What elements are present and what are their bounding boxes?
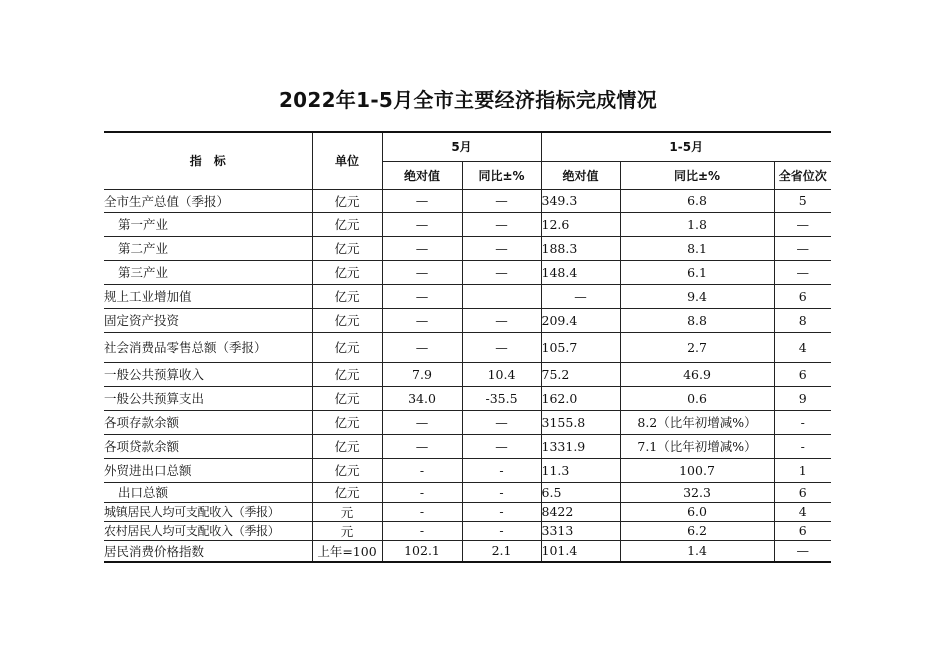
cell-ytd-yoy: 1.8 <box>620 212 774 236</box>
cell-unit: 亿元 <box>312 284 382 308</box>
cell-ytd-absolute: 12.6 <box>541 212 620 236</box>
cell-ytd-yoy: 8.8 <box>620 308 774 332</box>
cell-ytd-absolute: 75.2 <box>541 362 620 386</box>
cell-ytd-yoy: 1.4 <box>620 540 774 562</box>
cell-may-absolute: 102.1 <box>382 540 462 562</box>
cell-ytd-absolute: 8422 <box>541 502 620 521</box>
cell-ytd-yoy: 7.1（比年初增减%） <box>620 434 774 458</box>
cell-unit: 亿元 <box>312 482 382 502</box>
header-may-yoy: 同比±% <box>462 161 541 189</box>
cell-indicator: 各项贷款余额 <box>104 434 312 458</box>
header-ytd-yoy: 同比±% <box>620 161 774 189</box>
cell-indicator: 规上工业增加值 <box>104 284 312 308</box>
cell-indicator: 第二产业 <box>104 236 312 260</box>
cell-ytd-absolute: 3313 <box>541 521 620 540</box>
cell-may-yoy: — <box>462 308 541 332</box>
cell-ytd-yoy: 6.0 <box>620 502 774 521</box>
cell-province-rank: — <box>774 540 831 562</box>
cell-may-yoy: — <box>462 434 541 458</box>
cell-may-yoy: - <box>462 521 541 540</box>
header-may-absolute: 绝对值 <box>382 161 462 189</box>
cell-indicator: 出口总额 <box>104 482 312 502</box>
table-row <box>104 410 831 434</box>
header-ytd-absolute: 绝对值 <box>541 161 620 189</box>
cell-indicator: 第一产业 <box>104 212 312 236</box>
table-row <box>104 458 831 482</box>
cell-indicator: 社会消费品零售总额（季报） <box>104 332 312 362</box>
cell-may-absolute: — <box>382 212 462 236</box>
cell-province-rank: 6 <box>774 521 831 540</box>
cell-province-rank: - <box>774 410 831 434</box>
cell-may-absolute: - <box>382 502 462 521</box>
cell-may-absolute: 34.0 <box>382 386 462 410</box>
cell-ytd-absolute: — <box>541 284 620 308</box>
cell-ytd-yoy: 0.6 <box>620 386 774 410</box>
cell-may-absolute: - <box>382 458 462 482</box>
table-row <box>104 308 831 332</box>
cell-indicator: 农村居民人均可支配收入（季报） <box>104 521 312 540</box>
cell-province-rank: - <box>774 434 831 458</box>
cell-province-rank: 6 <box>774 362 831 386</box>
cell-may-yoy: - <box>462 502 541 521</box>
cell-indicator: 第三产业 <box>104 260 312 284</box>
table-row <box>104 236 831 260</box>
cell-may-yoy: - <box>462 458 541 482</box>
page-title: 2022年1-5月全市主要经济指标完成情况 <box>278 88 658 112</box>
cell-ytd-absolute: 101.4 <box>541 540 620 562</box>
cell-may-absolute: — <box>382 434 462 458</box>
cell-province-rank: 6 <box>774 482 831 502</box>
cell-ytd-absolute: 6.5 <box>541 482 620 502</box>
cell-ytd-yoy: 9.4 <box>620 284 774 308</box>
cell-ytd-yoy: 100.7 <box>620 458 774 482</box>
cell-unit: 亿元 <box>312 362 382 386</box>
cell-may-absolute: — <box>382 308 462 332</box>
cell-may-absolute: - <box>382 521 462 540</box>
cell-province-rank: 9 <box>774 386 831 410</box>
cell-may-yoy <box>462 284 541 308</box>
table-row <box>104 386 831 410</box>
cell-unit: 亿元 <box>312 434 382 458</box>
table-row <box>104 260 831 284</box>
cell-indicator: 全市生产总值（季报） <box>104 189 312 212</box>
cell-ytd-absolute: 349.3 <box>541 189 620 212</box>
cell-may-yoy: — <box>462 260 541 284</box>
cell-ytd-absolute: 3155.8 <box>541 410 620 434</box>
cell-may-absolute: — <box>382 410 462 434</box>
cell-ytd-yoy: 6.8 <box>620 189 774 212</box>
cell-ytd-absolute: 1331.9 <box>541 434 620 458</box>
cell-unit: 元 <box>312 521 382 540</box>
indicator-table <box>104 131 831 563</box>
cell-indicator: 外贸进出口总额 <box>104 458 312 482</box>
cell-province-rank: 4 <box>774 332 831 362</box>
cell-unit: 亿元 <box>312 410 382 434</box>
cell-may-absolute: — <box>382 284 462 308</box>
cell-province-rank: 5 <box>774 189 831 212</box>
cell-indicator: 城镇居民人均可支配收入（季报） <box>104 502 312 521</box>
table-row <box>104 362 831 386</box>
table-row <box>104 189 831 212</box>
cell-ytd-yoy: 8.2（比年初增减%） <box>620 410 774 434</box>
cell-ytd-yoy: 8.1 <box>620 236 774 260</box>
table-row <box>104 540 831 562</box>
cell-may-yoy: — <box>462 332 541 362</box>
cell-province-rank: — <box>774 260 831 284</box>
cell-ytd-absolute: 162.0 <box>541 386 620 410</box>
cell-may-yoy: 2.1 <box>462 540 541 562</box>
cell-province-rank: — <box>774 236 831 260</box>
cell-may-absolute: — <box>382 332 462 362</box>
cell-ytd-yoy: 32.3 <box>620 482 774 502</box>
cell-ytd-yoy: 46.9 <box>620 362 774 386</box>
cell-ytd-absolute: 209.4 <box>541 308 620 332</box>
cell-may-absolute: - <box>382 482 462 502</box>
cell-may-yoy: 10.4 <box>462 362 541 386</box>
cell-may-yoy: — <box>462 212 541 236</box>
cell-unit: 亿元 <box>312 260 382 284</box>
cell-may-yoy: — <box>462 189 541 212</box>
cell-unit: 元 <box>312 502 382 521</box>
cell-indicator: 各项存款余额 <box>104 410 312 434</box>
cell-province-rank: 6 <box>774 284 831 308</box>
cell-province-rank: 1 <box>774 458 831 482</box>
cell-ytd-yoy: 6.2 <box>620 521 774 540</box>
cell-may-yoy: — <box>462 236 541 260</box>
cell-ytd-absolute: 105.7 <box>541 332 620 362</box>
table-row <box>104 482 831 502</box>
cell-may-yoy: - <box>462 482 541 502</box>
cell-may-absolute: — <box>382 189 462 212</box>
cell-may-absolute: — <box>382 236 462 260</box>
cell-indicator: 一般公共预算收入 <box>104 362 312 386</box>
cell-unit: 亿元 <box>312 189 382 212</box>
table-row <box>104 212 831 236</box>
cell-unit: 亿元 <box>312 458 382 482</box>
header-may: 5月 <box>382 132 541 161</box>
table-row <box>104 521 831 540</box>
table-row <box>104 332 831 362</box>
header-province-rank: 全省位次 <box>774 161 831 189</box>
cell-may-absolute: 7.9 <box>382 362 462 386</box>
cell-province-rank: 4 <box>774 502 831 521</box>
header-indicator: 指 标 <box>104 132 312 189</box>
header-jan-may: 1-5月 <box>541 132 831 161</box>
table-row <box>104 434 831 458</box>
cell-indicator: 居民消费价格指数 <box>104 540 312 562</box>
table-row <box>104 502 831 521</box>
cell-may-absolute: — <box>382 260 462 284</box>
cell-ytd-yoy: 2.7 <box>620 332 774 362</box>
header-unit: 单位 <box>312 132 382 189</box>
cell-may-yoy: -35.5 <box>462 386 541 410</box>
cell-unit: 亿元 <box>312 308 382 332</box>
cell-ytd-absolute: 188.3 <box>541 236 620 260</box>
table-row <box>104 284 831 308</box>
cell-unit: 亿元 <box>312 332 382 362</box>
cell-unit: 亿元 <box>312 386 382 410</box>
cell-unit: 上年=100 <box>312 540 382 562</box>
cell-unit: 亿元 <box>312 236 382 260</box>
cell-ytd-absolute: 11.3 <box>541 458 620 482</box>
cell-ytd-absolute: 148.4 <box>541 260 620 284</box>
cell-province-rank: 8 <box>774 308 831 332</box>
cell-province-rank: — <box>774 212 831 236</box>
cell-unit: 亿元 <box>312 212 382 236</box>
cell-indicator: 一般公共预算支出 <box>104 386 312 410</box>
cell-indicator: 固定资产投资 <box>104 308 312 332</box>
cell-may-yoy: — <box>462 410 541 434</box>
cell-ytd-yoy: 6.1 <box>620 260 774 284</box>
